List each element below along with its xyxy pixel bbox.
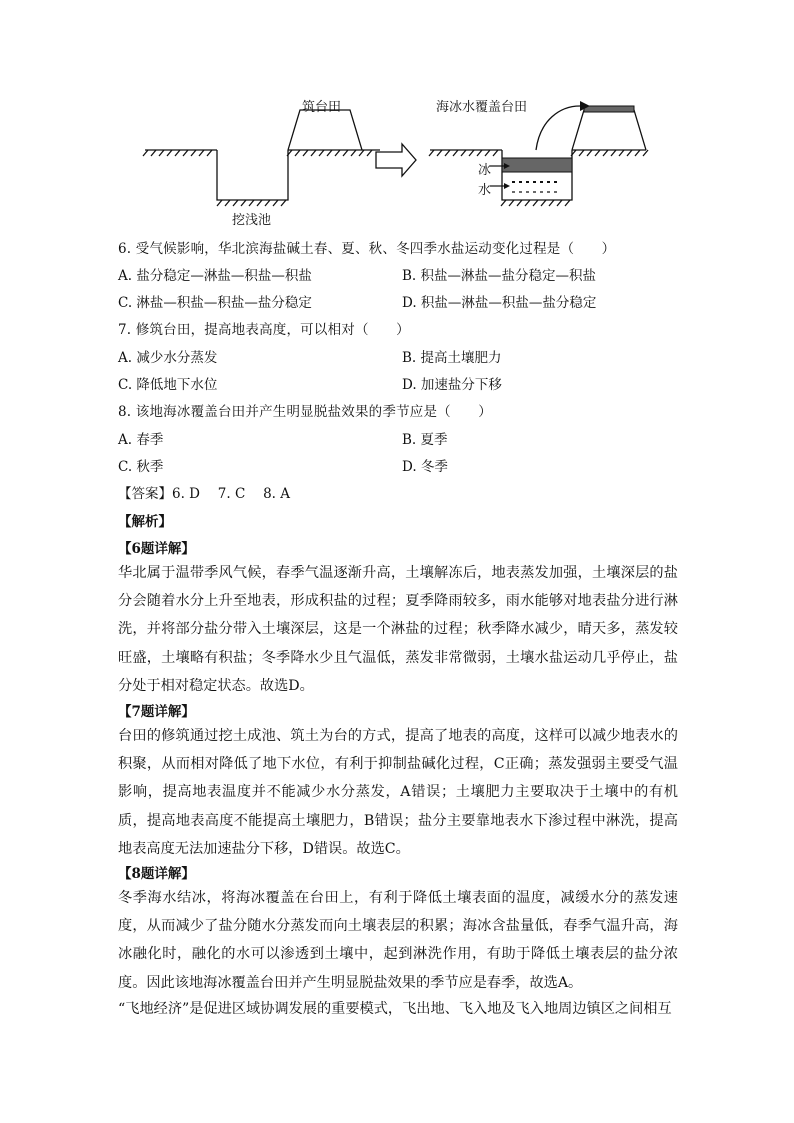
question-8-stem: 8. 该地海冰覆盖台田并产生明显脱盐效果的季节应是（ ） [118,404,492,420]
detail-7-text: 台田的修筑通过挖土成池、筑土为台的方式，提高了地表的高度，这样可以减少地表水的积聚，从而相对降低了地下水位，有利于抑制盐碱化过程，C正确；蒸发强弱主要受气温影响，提高地表温度并不能减少水分蒸发，A错误；土壤肥力主要取决于土壤中的有机质，提高地表高度不能提高土壤肥力，B错误；盐分主要靠地表水下渗过程中淋洗，提高地表高度无法加速盐分下移，D错误。故选C。 [118,728,678,857]
detail-8-text: 冬季海水结冰，将海冰覆盖在台田上，有利于降低土壤表面的温度，减缓水分的蒸发速度，从而减少了盐分随水分蒸发而向土壤表层的积累；海冰含盐量低，春季气温升高，海冰融化时，融化的水可以渗透到土壤中，起到淋洗作用，有助于降低土壤表层的盐分浓度。因此该地海冰覆盖台田并产生明显脱盐效果的季节应是春季，故选A。 [118,890,678,991]
question-7-stem: 7. 修筑台田，提高地表高度，可以相对（ ） [118,322,410,338]
detail-8-header: 【8题详解】 [118,866,195,882]
pit-label: 挖浅池 [232,213,272,228]
answer-line: 【答案】6. D 7. C 8. A [118,486,290,502]
q7-option-d: D. 加速盐分下移 [402,377,502,393]
analysis-header: 【解析】 [118,514,172,530]
q6-option-a: A. 盐分稳定—淋盐—积盐—积盐 [118,268,312,284]
ice-label: 冰 [478,163,492,178]
q8-option-d: D. 冬季 [402,459,448,475]
detail-7-header: 【7题详解】 [118,704,195,720]
q6-option-c: C. 淋盐—积盐—积盐—盐分稳定 [118,295,312,311]
next-question-text: “飞地经济”是促进区域协调发展的重要模式，飞出地、飞入地及飞入地周边镇区之间相互 [118,1001,672,1017]
detail-6-text: 华北属于温带季风气候，春季气温逐渐升高，土壤解冻后，地表蒸发加强，土壤深层的盐分会随着水分上升至地表，形成积盐的过程；夏季降雨较多，雨水能够对地表盐分进行淋洗，并将部分盐分带入土壤深层，这是一个淋盐的过程；秋季降水减少，晴天多，蒸发较旺盛，土壤略有积盐；冬季降水少且气温低，蒸发非常微弱，土壤水盐运动几乎停止，盐分处于相对稳定状态。故选D。 [118,565,678,694]
q8-option-a: A. 春季 [118,432,164,448]
q7-option-c: C. 降低地下水位 [118,377,218,393]
detail-6-header: 【6题详解】 [118,541,195,557]
q8-option-c: C. 秋季 [118,459,164,475]
q6-option-d: D. 积盐—淋盐—积盐—盐分稳定 [402,295,597,311]
q7-option-a: A. 减少水分蒸发 [118,350,218,366]
q8-option-b: B. 夏季 [402,432,448,448]
terrace-field-diagram [140,90,660,230]
platform-label: 筑台田 [302,100,342,115]
question-6-stem: 6. 受气候影响，华北滨海盐碱土春、夏、秋、冬四季水盐运动变化过程是（ ） [118,241,616,257]
ice-cover-label: 海冰水覆盖台田 [436,100,528,115]
q7-option-b: B. 提高土壤肥力 [402,350,502,366]
water-label: 水 [478,183,492,198]
q6-option-b: B. 积盐—淋盐—盐分稳定—积盐 [402,268,597,284]
diagram-drawing [140,90,660,230]
